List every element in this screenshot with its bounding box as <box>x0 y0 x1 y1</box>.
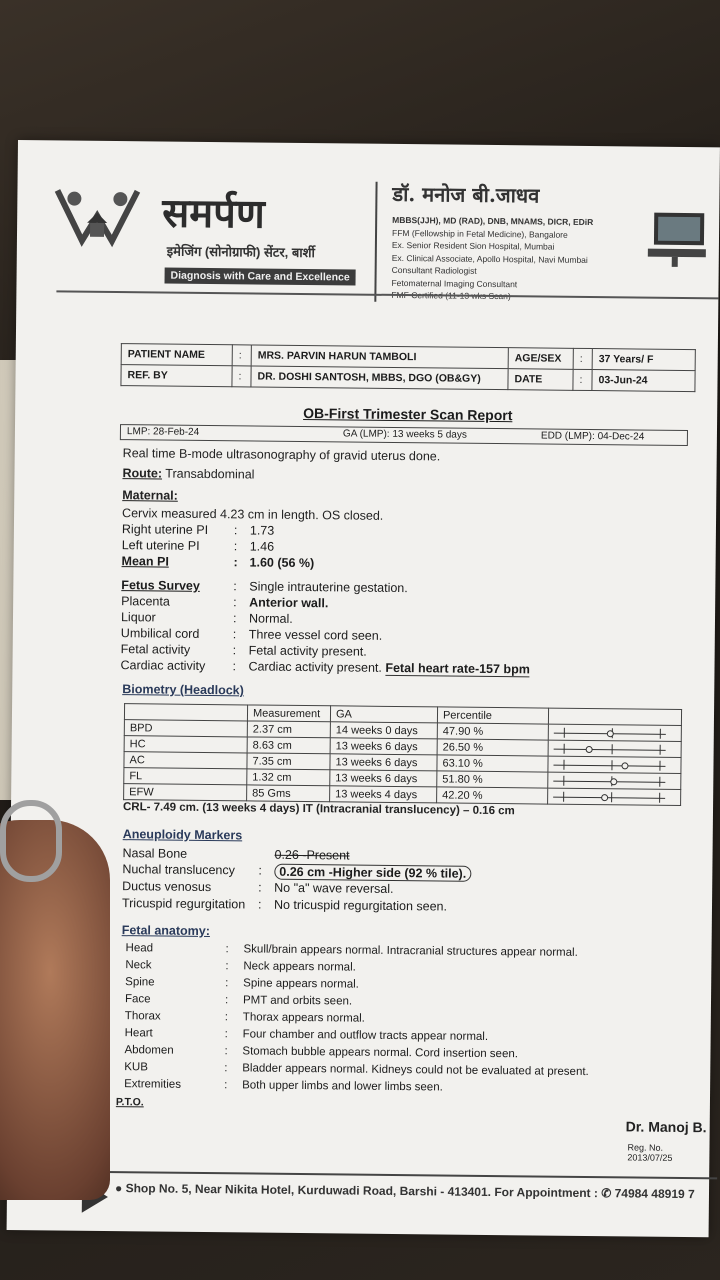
field-label: Nuchal translucency <box>122 862 236 878</box>
measurement: 7.35 cm <box>247 753 330 770</box>
measurement: 1.32 cm <box>247 769 330 786</box>
colon: : <box>225 977 229 990</box>
colon: : <box>224 1079 228 1092</box>
percentile-marker <box>621 762 628 769</box>
address-text: Shop No. 5, Near Nikita Hotel, Kurduwadi Road, Barshi - 413401. For Appointment : <box>125 1181 598 1201</box>
field-value: Stomach bubble appears normal. Cord insertion seen. <box>242 1045 519 1061</box>
percentile: 63.10 % <box>437 755 548 772</box>
fetal-heart-rate: Fetal heart rate-157 bpm <box>385 660 530 677</box>
percentile: 47.90 % <box>437 723 548 740</box>
field-label: Thorax <box>124 1010 161 1023</box>
qualification-line: Ex. Clinical Associate, Apollo Hospital, Navi Mumbai <box>391 252 588 265</box>
percentile: 42.20 % <box>437 787 548 804</box>
gestational-age: 13 weeks 6 days <box>330 738 437 755</box>
phone-icon: ✆ <box>601 1186 612 1201</box>
location-pin-icon: ● <box>114 1181 123 1196</box>
edd: EDD (LMP): 04-Dec-24 <box>540 430 645 443</box>
colon: : <box>258 863 262 878</box>
nuchal-translucency-value: 0.26 cm -Higher side (92 % tile). <box>274 864 471 882</box>
field-value: Single intrauterine gestation. <box>249 579 408 596</box>
field-label: Neck <box>125 959 152 972</box>
field-label: Right uterine PI <box>121 522 209 538</box>
field-value: Anterior wall. <box>249 595 329 611</box>
field-label: Ductus venosus <box>122 879 212 895</box>
patient-info-table <box>120 343 695 392</box>
field-value: No tricuspid regurgitation seen. <box>273 897 448 914</box>
footer-rule <box>57 1170 717 1179</box>
colon: : <box>232 643 237 658</box>
intro-text: Real time B-mode ultrasonography of gravid uterus done. <box>122 446 441 464</box>
field-label: Liquor <box>120 610 156 625</box>
field-label: KUB <box>124 1061 149 1074</box>
colon: : <box>224 1028 228 1041</box>
patient-name: MRS. PARVIN HARUN TAMBOLI <box>251 345 508 369</box>
parameter: AC <box>124 752 247 769</box>
cardiac-value-group <box>248 659 530 676</box>
percentile-marker <box>607 730 614 737</box>
ga-lmp: GA (LMP): 13 weeks 5 days <box>342 428 467 441</box>
colon: : <box>257 897 262 912</box>
field-label: Abdomen <box>124 1044 174 1057</box>
field-value: Skull/brain appears normal. Intracranial structures appear normal. <box>243 943 578 959</box>
qualification-line: Consultant Radiologist <box>391 264 477 276</box>
signature-name: Dr. Manoj B. <box>625 1118 707 1136</box>
field-label: Extremities <box>124 1078 182 1091</box>
footer-address <box>115 1181 695 1201</box>
percentile-marker <box>610 778 617 785</box>
field-value: Four chamber and outflow tracts appear normal. <box>242 1028 489 1043</box>
colon: : <box>233 555 238 570</box>
measurement: 85 Gms <box>247 785 330 802</box>
colon: : <box>224 1062 228 1075</box>
route-value: Transabdominal <box>162 466 255 482</box>
lmp-bar <box>120 424 688 446</box>
field-value: 1.46 <box>249 539 275 554</box>
qualification-line: Fetomaternal Imaging Consultant <box>391 277 518 289</box>
brand-subtitle: इमेजिंग (सोनोग्राफी) सेंटर, बार्शी <box>166 243 315 261</box>
field-label: Cardiac activity <box>120 658 206 673</box>
field-label: Placenta <box>121 594 170 609</box>
maternal-heading: Maternal: <box>122 488 178 503</box>
pto: P.T.O. <box>115 1096 144 1109</box>
parameter: HC <box>124 736 247 753</box>
lmp: LMP: 28-Feb-24 <box>126 426 200 438</box>
colon: : <box>224 1045 228 1058</box>
parameter: FL <box>124 768 247 785</box>
colon: : <box>232 659 237 674</box>
colon: : <box>233 579 237 594</box>
parameter: EFW <box>124 784 247 801</box>
colon: : <box>224 1011 229 1024</box>
signature-reg: Reg. No. 2013/07/25 <box>627 1142 673 1163</box>
crl-line: CRL- 7.49 cm. (13 weeks 4 days) IT (Intracranial translucency) – 0.16 cm <box>122 801 515 818</box>
cervix-text: Cervix measured 4.23 cm in length. OS closed. <box>122 506 384 523</box>
report-date: 03-Jun-24 <box>592 370 695 392</box>
field-label: Tricuspid regurgitation <box>121 896 246 912</box>
measurement: 8.63 cm <box>247 737 330 754</box>
aneuploidy-heading: Aneuploidy Markers <box>122 827 243 843</box>
field-value: Both upper limbs and lower limbs seen. <box>242 1079 443 1094</box>
percentile: 26.50 % <box>437 739 548 756</box>
field-value: Neck appears normal. <box>243 960 356 974</box>
qualification-line: MBBS(JJH), MD (RAD), DNB, MNAMS, DICR, EDiR <box>392 214 594 228</box>
qualification-line: FFM (Fellowship in Fetal Medicine), Bangalore <box>392 227 568 240</box>
anatomy-heading: Fetal anatomy: <box>121 923 211 939</box>
field-value: PMT and orbits seen. <box>242 994 353 1008</box>
age-sex: 37 Years/ F <box>592 349 695 371</box>
biometry-table <box>123 703 682 806</box>
column-header <box>548 708 681 725</box>
percentile-marker <box>601 794 608 801</box>
percentile-graph <box>548 740 681 757</box>
measurement: 2.37 cm <box>247 721 330 738</box>
colon: : <box>233 539 238 554</box>
percentile-marker <box>586 745 593 752</box>
field-label: Fetal activity <box>120 642 191 657</box>
field-label: Head <box>125 942 154 955</box>
field-value: 1.73 <box>249 523 275 538</box>
colon: : <box>258 880 262 895</box>
column-header: GA <box>330 706 437 723</box>
report-sheet <box>7 140 720 1237</box>
gestational-age: 14 weeks 0 days <box>330 722 437 739</box>
separator: : <box>232 366 251 387</box>
field-label: Umbilical cord <box>120 626 200 641</box>
field-value: Thorax appears normal. <box>242 1011 365 1025</box>
header-divider <box>374 182 377 302</box>
gestational-age: 13 weeks 6 days <box>330 770 437 787</box>
biometry-heading: Biometry (Headlock) <box>122 682 244 698</box>
ultrasound-machine-icon <box>642 209 713 270</box>
colon: : <box>233 595 237 610</box>
percentile-graph <box>548 756 681 773</box>
column-header <box>124 704 247 721</box>
gestational-age: 13 weeks 6 days <box>330 754 437 771</box>
field-label: Spine <box>125 976 155 989</box>
field-value: Bladder appears normal. Kidneys could not be evaluated at present. <box>242 1062 589 1079</box>
separator: : <box>232 345 251 366</box>
field-label: Fetus Survey <box>121 578 200 593</box>
age-label: AGE/SEX <box>508 348 573 370</box>
field-value: Normal. <box>248 611 293 626</box>
separator: : <box>573 369 592 390</box>
field-value: 1.60 (56 %) <box>249 555 315 571</box>
ref-doctor: DR. DOSHI SANTOSH, MBBS, DGO (OB&GY) <box>251 366 508 390</box>
field-label: Face <box>124 993 151 1006</box>
percentile-graph <box>548 772 681 789</box>
brand-name: समर्पण <box>161 189 266 238</box>
route-line <box>122 466 254 481</box>
field-value: Spine appears normal. <box>243 977 359 991</box>
ref-label: REF. BY <box>121 365 232 387</box>
colon: : <box>225 960 229 973</box>
qualification-line: Ex. Senior Resident Sion Hospital, Mumbai <box>391 239 555 252</box>
colon: : <box>232 611 237 626</box>
field-label: Heart <box>124 1027 153 1040</box>
doctor-qualifications <box>391 214 632 304</box>
parameter: BPD <box>124 720 247 737</box>
field-label: Nasal Bone <box>122 846 188 861</box>
field-value: Cardiac activity present. <box>248 659 382 675</box>
percentile-graph <box>548 724 681 741</box>
field-value: 0.26 -Present <box>274 847 350 863</box>
doctor-name: डॉ. मनोज बी.जाधव <box>392 181 540 208</box>
colon: : <box>224 994 229 1007</box>
ring <box>0 800 62 882</box>
field-value: Three vessel cord seen. <box>248 627 383 643</box>
field-value: No "a" wave reversal. <box>274 880 394 896</box>
brand-tagline: Diagnosis with Care and Excellence <box>165 268 356 286</box>
percentile-graph <box>548 788 681 805</box>
logo-icon <box>52 180 143 251</box>
phone-number: 74984 48919 7 <box>614 1186 695 1202</box>
colon: : <box>232 627 237 642</box>
separator: : <box>573 348 592 369</box>
colon: : <box>225 943 229 956</box>
field-label: Mean PI <box>121 554 169 569</box>
field-value: Fetal activity present. <box>248 643 367 659</box>
route-label: Route: <box>122 466 163 481</box>
report-title: OB-First Trimester Scan Report <box>303 405 513 424</box>
percentile: 51.80 % <box>437 771 548 788</box>
field-label: Left uterine PI <box>121 538 200 553</box>
column-header: Percentile <box>437 707 548 724</box>
gestational-age: 13 weeks 4 days <box>330 786 437 803</box>
date-label: DATE <box>508 369 573 391</box>
column-header: Measurement <box>247 705 330 722</box>
patient-name-label: PATIENT NAME <box>121 344 232 366</box>
colon: : <box>233 523 238 538</box>
